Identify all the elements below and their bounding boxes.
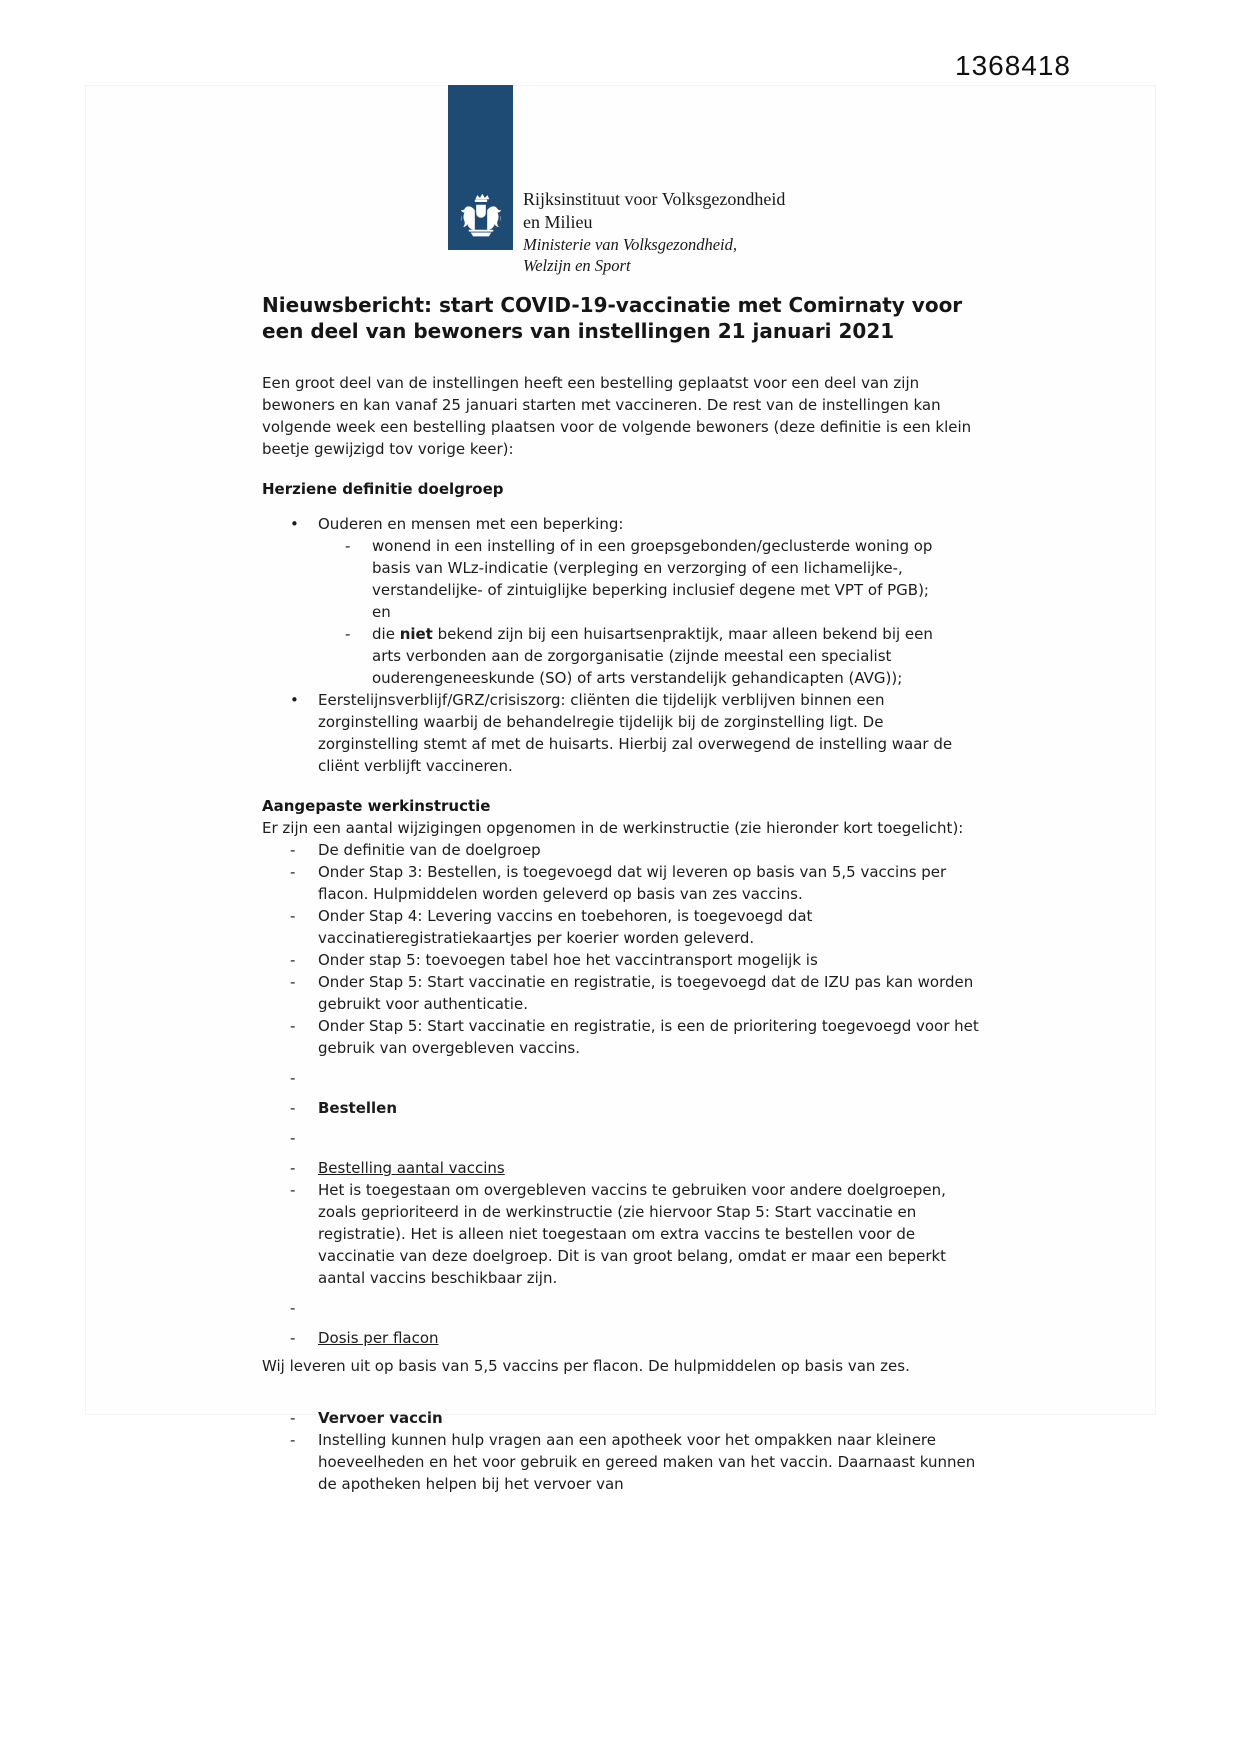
- dash-marker: -: [345, 625, 351, 643]
- document-body: [262, 292, 986, 1495]
- list-item: [262, 1327, 986, 1349]
- section-heading-doelgroep: Herziene definitie doelgroep: [262, 480, 504, 498]
- list-item: [262, 971, 986, 1015]
- list-item: [262, 1429, 986, 1495]
- list-item-empty: [262, 1297, 986, 1319]
- dash-marker: -: [290, 841, 296, 859]
- section-heading-werkinstructie: Aangepaste werkinstructie: [262, 797, 491, 815]
- list-item-text: Onder Stap 3: Bestellen, is toegevoegd dat wij leveren op basis van 5,5 vaccins per flacon. Hulpmiddelen worden geleverd op basis van zes vaccins.: [318, 863, 947, 903]
- dash-marker: -: [290, 1409, 296, 1427]
- list-item: [262, 839, 986, 861]
- doelgroep-list: [262, 513, 986, 777]
- dash-marker: -: [290, 907, 296, 925]
- list-item-text: Het is toegestaan om overgebleven vaccins te gebruiken voor andere doelgroepen, zoals geprioriteerd in de werkinstructie (zie hiervoor Stap 5: Start vaccinatie en registratie). Het is alleen niet toegestaan om extra vaccins te bestellen voor de vaccinatie van deze doelgroep. Dit is van groot belang, omdat er maar een beperkt aantal vaccins beschikbaar zijn.: [318, 1181, 947, 1287]
- text-run: bekend zijn bij een huisartsenpraktijk, maar alleen bekend bij een arts verbonden aan de zorgorganisatie (zijnde meestal een specialist ouderengeneeskunde (SO) of arts verstandelijk gehandicapten (AVG));: [372, 625, 933, 687]
- list-item: [262, 949, 986, 971]
- list-item-text: Bestellen: [318, 1099, 398, 1117]
- list-item: [262, 513, 986, 535]
- dash-marker: -: [290, 1431, 296, 1449]
- list-item-text: Onder Stap 5: Start vaccinatie en registratie, is een de prioritering toegevoegd voor het gebruik van overgebleven vaccins.: [318, 1017, 979, 1057]
- list-item-text: [372, 623, 947, 689]
- list-item-text: Vervoer vaccin: [318, 1409, 443, 1427]
- dash-marker: -: [290, 951, 296, 969]
- list-item-empty: [262, 1067, 986, 1089]
- list-item: [262, 535, 986, 623]
- dosis-paragraph: Wij leveren uit op basis van 5,5 vaccins per flacon. De hulpmiddelen op basis van zes.: [262, 1357, 910, 1375]
- list-item-text: Onder Stap 5: Start vaccinatie en registratie, is toegevoegd dat de IZU pas kan worden gebruikt voor authenticatie.: [318, 973, 974, 1013]
- werkinstructie-intro: Er zijn een aantal wijzigingen opgenomen in de werkinstructie (zie hieronder kort toegelicht):: [262, 819, 964, 837]
- werkinstructie-list: [262, 839, 986, 1349]
- rivm-coat-of-arms-icon: [459, 185, 503, 245]
- bullet-marker-icon: •: [290, 691, 299, 709]
- logo-wordmark: [523, 188, 785, 276]
- dash-marker: -: [290, 863, 296, 881]
- dash-marker: -: [290, 1329, 296, 1347]
- list-item-text: Onder stap 5: toevoegen tabel hoe het vaccintransport mogelijk is: [318, 951, 818, 969]
- dash-marker: -: [345, 537, 351, 555]
- list-item: [262, 1015, 986, 1059]
- list-item-text: Ouderen en mensen met een beperking:: [318, 515, 624, 533]
- bullet-marker-icon: •: [290, 515, 299, 533]
- list-item: [262, 861, 986, 905]
- text-run: die: [372, 625, 400, 643]
- vervoer-list: [262, 1407, 986, 1495]
- list-item: [262, 1179, 986, 1289]
- dash-marker: -: [290, 1299, 296, 1317]
- page-title: Nieuwsbericht: start COVID-19-vaccinatie met Comirnaty voor een deel van bewoners van instellingen 21 januari 2021: [262, 293, 963, 343]
- list-item-text: Instelling kunnen hulp vragen aan een apotheek voor het ompakken naar kleinere hoeveelheden en het voor gebruik en gereed maken van het vaccin. Daarnaast kunnen de apotheken helpen bij het vervoer van: [318, 1431, 976, 1493]
- list-item: [262, 1097, 986, 1119]
- list-item: [262, 623, 986, 689]
- dash-marker: -: [290, 1181, 296, 1199]
- list-item-text: Eerstelijnsverblijf/GRZ/crisiszorg: cliënten die tijdelijk verblijven binnen een zorginstelling waarbij de behandelregie tijdelijk bij de zorginstelling ligt. De zorginstelling stemt af met de huisarts. Hierbij zal overwegend de instelling waar de cliënt verblijft vaccineren.: [318, 691, 953, 775]
- text-run-bold: niet: [399, 625, 433, 643]
- list-item-text: Bestelling aantal vaccins: [318, 1159, 505, 1177]
- document-number: 1368418: [955, 50, 1072, 81]
- dash-marker: -: [290, 973, 296, 991]
- list-item: [262, 1407, 986, 1429]
- org-name-line2: en Milieu: [523, 212, 593, 232]
- dash-marker: -: [290, 1099, 296, 1117]
- list-item: [262, 689, 986, 777]
- list-item-text: wonend in een instelling of in een groepsgebonden/geclusterde woning op basis van WLz-indicatie (verpleging en verzorging of een lichamelijke-, verstandelijke- of zintuiglijke beperking inclusief degene met VPT of PGB); en: [372, 537, 933, 621]
- dash-marker: -: [290, 1069, 296, 1087]
- list-item: [262, 905, 986, 949]
- logo-blue-bar: [448, 85, 513, 250]
- intro-paragraph: Een groot deel van de instellingen heeft een bestelling geplaatst voor een deel van zijn bewoners en kan vanaf 25 januari starten met vaccineren. De rest van de instellingen kan volgende week een bestelling plaatsen voor de volgende bewoners (deze definitie is een klein beetje gewijzigd tov vorige keer):: [262, 374, 972, 458]
- org-name-line1: Rijksinstituut voor Volksgezondheid: [523, 189, 786, 209]
- list-item-text: Onder Stap 4: Levering vaccins en toebehoren, is toegevoegd dat vaccinatieregistratiekaartjes per koerier worden geleverd.: [318, 907, 813, 947]
- dash-marker: -: [290, 1159, 296, 1177]
- ministry-line1: Ministerie van Volksgezondheid,: [523, 235, 738, 254]
- list-item-empty: [262, 1127, 986, 1149]
- dash-marker: -: [290, 1017, 296, 1035]
- list-item: [262, 1157, 986, 1179]
- rivm-logo: [448, 85, 868, 275]
- list-item-text: De definitie van de doelgroep: [318, 841, 541, 859]
- dash-marker: -: [290, 1129, 296, 1147]
- ministry-line2: Welzijn en Sport: [523, 256, 631, 275]
- list-item-text: Dosis per flacon: [318, 1329, 439, 1347]
